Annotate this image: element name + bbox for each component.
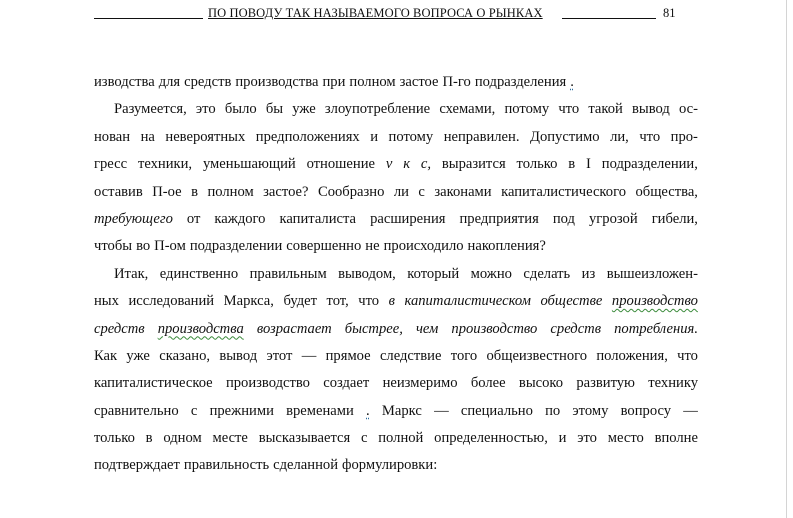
text-word: капиталиста [279, 210, 357, 227]
text-line [94, 261, 698, 288]
text-word: сделанной [273, 457, 339, 474]
text-word: полном [349, 74, 396, 90]
text-word: тот, [326, 293, 349, 310]
text-word: высказывается [258, 430, 351, 447]
text-word: при [322, 74, 346, 90]
text-word: подразделении, [601, 156, 698, 173]
text-word: неизмеримо [382, 375, 458, 392]
text-word: технику [648, 375, 698, 392]
page-edge [786, 0, 787, 518]
text-word: положения, [596, 347, 668, 364]
text-word: каждого [214, 210, 266, 227]
text-word: Итак, [114, 265, 149, 282]
text-word: уже [292, 101, 316, 118]
text-word: отношение [306, 156, 375, 173]
text-word: ных [94, 293, 119, 310]
text-word: Как [94, 347, 118, 364]
text-word: с [418, 183, 425, 200]
text-word: . [366, 402, 370, 419]
text-word: из [581, 265, 596, 282]
text-word: оставив [94, 183, 143, 200]
header-rule-left [94, 18, 203, 19]
text-word: потребления. [614, 320, 698, 337]
text-word: ли, [610, 128, 629, 145]
text-line [94, 233, 698, 260]
text-word: гресс [94, 156, 128, 173]
text-word: в [388, 293, 395, 310]
text-body [94, 69, 698, 480]
text-line [94, 425, 698, 452]
text-word: того [450, 347, 478, 364]
text-word: к [403, 156, 411, 173]
text-word: создает [323, 375, 370, 392]
text-line [94, 343, 698, 370]
text-word: застое [399, 74, 439, 90]
text-line [94, 179, 698, 206]
text-word: капиталистического [501, 183, 626, 200]
text-word: уменьшающий [202, 156, 296, 173]
text-word: правильным [249, 265, 327, 282]
text-word: застое? [263, 183, 309, 200]
text-word: совершенно [286, 238, 362, 255]
text-word: это [577, 430, 597, 447]
text-word: более [470, 375, 506, 392]
text-word: средств [184, 74, 232, 90]
text-word: возрастает [256, 320, 332, 337]
text-word: что [639, 128, 661, 145]
text-word: потому [504, 101, 550, 118]
text-word: вышеизложен- [606, 265, 698, 282]
text-word: полной [378, 430, 424, 447]
text-line [94, 69, 698, 96]
text-word: капиталистическое [94, 375, 213, 392]
text-word: c, [420, 156, 432, 173]
text-word: месте [212, 430, 248, 447]
text-line [94, 370, 698, 397]
text-word: общеизвестного [486, 347, 588, 364]
text-word: это [195, 101, 216, 118]
text-word: сделать [523, 265, 571, 282]
text-word: нован [94, 128, 131, 145]
text-word: правильность [183, 457, 270, 474]
text-word: предположениях [255, 128, 360, 145]
text-word: производства [235, 74, 319, 90]
text-word: обществе [540, 293, 603, 310]
text-word: можно [470, 265, 512, 282]
text-word: что [358, 293, 380, 310]
text-word: было [224, 101, 257, 118]
text-word: что [558, 101, 580, 118]
text-line [94, 206, 698, 233]
text-word: этому [572, 402, 609, 419]
text-word: сравнительно [94, 402, 179, 419]
text-word: и [558, 430, 567, 447]
text-word: в [568, 156, 576, 173]
text-word: подтверждает [94, 457, 180, 474]
text-word: производства [157, 320, 244, 337]
text-word: Маркс [381, 402, 422, 419]
text-word: техники, [137, 156, 193, 173]
text-line [94, 124, 698, 151]
text-word: про- [670, 128, 698, 145]
text-word: неправилен. [443, 128, 520, 145]
text-word: накопления? [467, 238, 546, 255]
text-line [94, 316, 698, 343]
text-word: будет [283, 293, 317, 310]
text-word: чем [415, 320, 439, 337]
text-word: производство [611, 293, 698, 310]
text-word: чтобы [94, 238, 133, 255]
text-word: на [140, 128, 155, 145]
text-word: предприятия [459, 210, 539, 227]
text-word: ли [393, 183, 409, 200]
text-word: гибели, [651, 210, 698, 227]
text-word: общества, [635, 183, 698, 200]
text-word: с [190, 402, 198, 419]
text-word: средств [94, 320, 145, 337]
text-word: — [683, 402, 698, 419]
text-word: прежними [209, 402, 274, 419]
text-word: выразится [441, 156, 506, 173]
text-line [94, 288, 698, 315]
text-word: под [552, 210, 575, 227]
text-word: бы [265, 101, 284, 118]
page-number: 81 [663, 6, 676, 20]
text-word: в [191, 183, 198, 200]
text-word: требующего [94, 210, 173, 227]
header-rule-right [562, 18, 656, 19]
text-word: производство [225, 375, 310, 392]
text-word: который [407, 265, 460, 282]
text-word: производство [451, 320, 538, 337]
text-word: Разумеется, [114, 101, 187, 118]
text-word: происходило [383, 238, 464, 255]
text-word: злоупотребление [324, 101, 431, 118]
text-word: Сообразно [317, 183, 385, 200]
text-word: подразделения [474, 74, 567, 90]
text-word: капиталистическом [404, 293, 531, 310]
text-word: развитую [576, 375, 635, 392]
running-head [94, 4, 698, 22]
text-word: уже [126, 347, 150, 364]
text-word: исследований [128, 293, 215, 310]
text-word: — [301, 347, 317, 364]
text-word: и [370, 128, 379, 145]
text-word: ос- [678, 101, 698, 118]
text-word: П-ое [152, 183, 182, 200]
text-word: полном [207, 183, 254, 200]
text-word: расширения [370, 210, 446, 227]
text-word: Допустимо [530, 128, 600, 145]
text-word: П-ом [154, 238, 186, 255]
text-word: высоко [518, 375, 564, 392]
text-word: только [94, 430, 135, 447]
text-word: следствие [379, 347, 442, 364]
text-word: по [545, 402, 561, 419]
text-word: вопросу [620, 402, 672, 419]
text-line [94, 398, 698, 425]
text-word: во [136, 238, 151, 255]
text-word: от [186, 210, 201, 227]
text-word: в [145, 430, 153, 447]
text-word: единственно [159, 265, 239, 282]
text-word: для [158, 74, 181, 90]
text-word: Маркса, [223, 293, 274, 310]
text-word: . [570, 74, 574, 90]
text-word: невероятных [165, 128, 246, 145]
text-word: прямое [325, 347, 371, 364]
text-word: одном [163, 430, 202, 447]
text-word: схемами, [439, 101, 496, 118]
text-word: угрозой [589, 210, 638, 227]
text-word: формулировки: [342, 457, 438, 474]
text-word: вполне [654, 430, 698, 447]
text-word: выводом, [338, 265, 396, 282]
text-word: такой [588, 101, 623, 118]
text-word: не [365, 238, 380, 255]
text-word: средств [550, 320, 602, 337]
text-word: что [677, 347, 698, 364]
text-word: определенностью, [434, 430, 548, 447]
text-word: v [385, 156, 393, 173]
text-word: этот [266, 347, 293, 364]
text-line [94, 151, 698, 178]
text-word: вывод [219, 347, 258, 364]
text-word: потому [388, 128, 434, 145]
text-line [94, 452, 698, 479]
running-head-title: ПО ПОВОДУ ТАК НАЗЫВАЕМОГО ВОПРОСА О РЫНКАХ [208, 6, 543, 20]
text-word: — [434, 402, 449, 419]
text-word: специально [460, 402, 533, 419]
text-line [94, 96, 698, 123]
text-word: место [607, 430, 644, 447]
text-word: сказано, [159, 347, 211, 364]
text-word: вывод [632, 101, 670, 118]
text-word: законами [434, 183, 492, 200]
text-word: подразделении [189, 238, 283, 255]
text-word: с [360, 430, 368, 447]
text-word: быстрее, [344, 320, 403, 337]
text-word: только [516, 156, 558, 173]
text-word: изводства [94, 74, 155, 90]
text-word: I [586, 156, 591, 173]
text-word: временами [286, 402, 354, 419]
text-word: П-го [442, 74, 471, 90]
